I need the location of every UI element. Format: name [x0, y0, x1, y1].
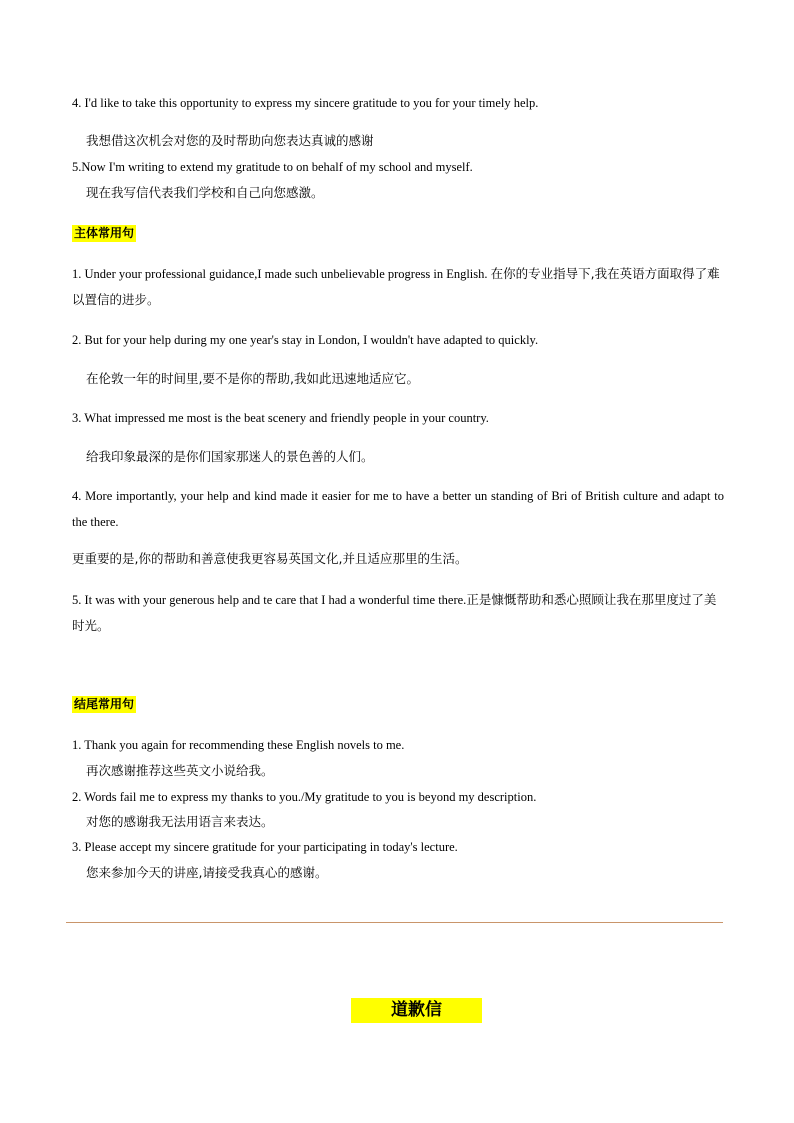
closing-item-2-zh: 对您的感谢我无法用语言来表达。	[86, 814, 274, 829]
body-section-heading: 主体常用句	[74, 226, 135, 240]
body-item-4-en: 4. More importantly, your help and kind made it easier for me to have a better un standing of Bri of British culture and adapt to the there.	[72, 489, 724, 529]
body-item-5	[72, 587, 724, 639]
closing-item-1-en: 1. Thank you again for recommending these English novels to me.	[72, 738, 405, 752]
closing-item-3-zh: 您来参加今天的讲座,请接受我真心的感谢。	[86, 865, 328, 880]
body-item-1-en: 1. Under your professional guidance,I made such unbelievable progress in English.	[72, 267, 488, 281]
body-item-1-zh: 在你的专业指导下,我在英语方面取得了难以置信的进步。	[72, 266, 720, 307]
closing-item-2-en: 2. Words fail me to express my thanks to you./My gratitude to you is beyond my description.	[72, 790, 537, 804]
body-item-5-zh: 正是慷慨帮助和悉心照顾让我在那里度过了美时光。	[72, 592, 717, 633]
body-item-1	[72, 261, 724, 313]
closing-item-1-zh: 再次感谢推荐这些英文小说给我。	[86, 763, 274, 778]
body-item-2-zh: 在伦敦一年的时间里,要不是你的帮助,我如此迅速地适应它。	[86, 371, 419, 386]
opening-item-4-zh: 我想借这次机会对您的及时帮助向您表达真诚的感谢	[86, 133, 374, 148]
body-item-2-en: 2. But for your help during my one year's stay in London, I wouldn't have adapted to quickly.	[72, 333, 539, 347]
opening-item-4-en: 4. I'd like to take this opportunity to express my sincere gratitude to you for your timely help.	[72, 96, 539, 110]
section-divider	[66, 922, 723, 923]
opening-item-5-en: 5.Now I'm writing to extend my gratitude to on behalf of my school and myself.	[72, 160, 473, 174]
closing-item-3-en: 3. Please accept my sincere gratitude for your participating in today's lecture.	[72, 840, 458, 854]
body-item-5-en: 5. It was with your generous help and te care that I had a wonderful time there.	[72, 593, 467, 607]
body-item-3-en: 3. What impressed me most is the beat scenery and friendly people in your country.	[72, 411, 489, 425]
body-item-3-zh: 给我印象最深的是你们国家那迷人的景色善的人们。	[86, 449, 374, 464]
body-item-4-zh: 更重要的是,你的帮助和善意使我更容易英国文化,并且适应那里的生活。	[72, 551, 468, 566]
apology-letter-title: 道歉信	[351, 998, 482, 1023]
closing-section-heading: 结尾常用句	[74, 697, 135, 711]
opening-item-5-zh: 现在我写信代表我们学校和自己向您感激。	[86, 185, 324, 200]
